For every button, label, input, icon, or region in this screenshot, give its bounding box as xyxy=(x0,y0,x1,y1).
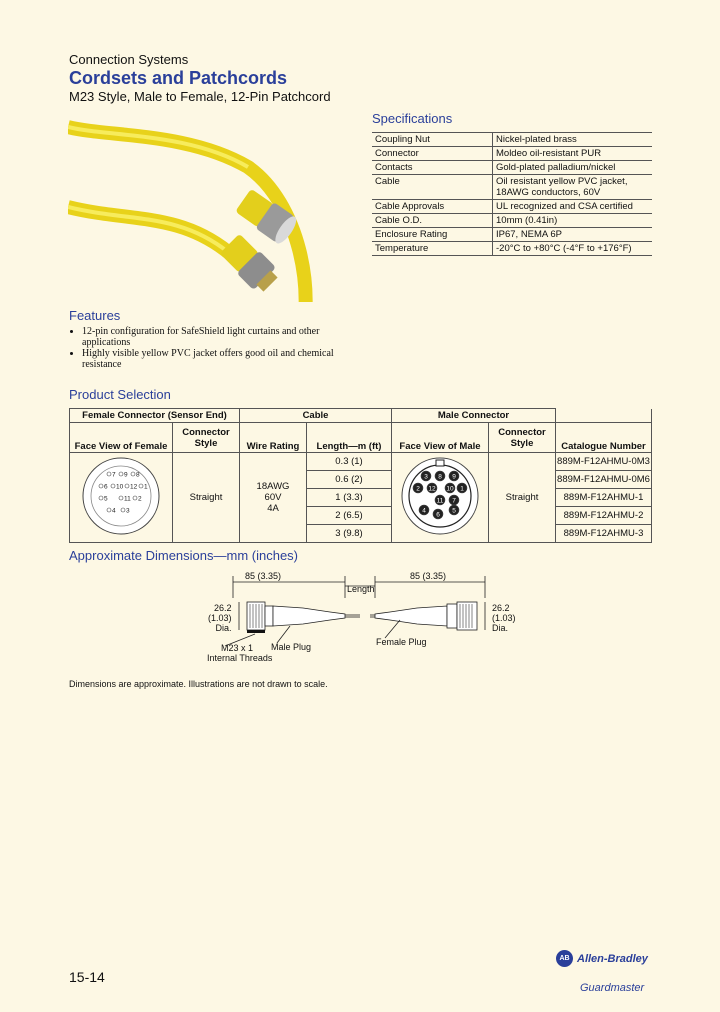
allen-bradley-logo: AB Allen-Bradley xyxy=(556,950,648,967)
patchcord-photo xyxy=(68,112,313,302)
pin xyxy=(121,508,125,512)
spec-value: Nickel-plated brass xyxy=(493,133,653,147)
spec-row xyxy=(372,200,652,214)
male-plug-label: Male Plug xyxy=(271,642,312,652)
group-cable: Cable xyxy=(240,409,392,423)
pin-label: 11 xyxy=(124,495,131,503)
length-value: 3 (9.8) xyxy=(335,528,363,539)
left-diameter: 26.2 (1.03) Dia. xyxy=(208,603,232,633)
col-connector-style: Connector Style xyxy=(173,423,240,453)
spec-value: -20°C to +80°C (-4°F to +176°F) xyxy=(493,242,653,256)
spec-label: Cable Approvals xyxy=(372,200,493,214)
col-face-male: Face View of Male xyxy=(392,423,489,453)
pin xyxy=(119,472,123,476)
ab-badge-icon: AB xyxy=(556,950,573,967)
female-plug-label: Female Plug xyxy=(376,637,427,647)
spec-row xyxy=(372,133,652,147)
catalogue-number: 889M-F12AHMU-1 xyxy=(556,489,651,507)
pin-label: 3 xyxy=(126,507,130,515)
pin-label: 1 xyxy=(460,485,464,493)
spec-label: Cable xyxy=(372,175,493,200)
spec-value: Oil resistant yellow PVC jacket, 18AWG conductors, 60V xyxy=(493,175,653,200)
right-length: 85 (3.35) xyxy=(410,571,447,581)
pin xyxy=(99,496,103,500)
pin-label: 2 xyxy=(416,485,420,493)
catalogue-number: 889M-F12AHMU-2 xyxy=(556,507,651,525)
pin-label: 12 xyxy=(130,483,138,491)
pin-label: 5 xyxy=(104,495,108,503)
dimensions-note: Dimensions are approximate. Illustrations are not drawn to scale. xyxy=(69,679,328,689)
feature-item: • Highly visible yellow PVC jacket offers good oil and chemical resistance xyxy=(82,348,362,370)
catalogue-list xyxy=(556,453,652,543)
spec-row xyxy=(372,161,652,175)
col-catalogue: Catalogue Number xyxy=(556,423,652,453)
spec-value: 10mm (0.41in) xyxy=(493,214,653,228)
pin-label: 11 xyxy=(436,497,444,505)
pin-label: 2 xyxy=(138,495,142,503)
length-value: 0.6 (2) xyxy=(307,471,391,489)
page-subtitle: M23 Style, Male to Female, 12-Pin Patchcord xyxy=(69,89,331,104)
spec-label: Enclosure Rating xyxy=(372,228,493,242)
male-style: Straight xyxy=(489,453,556,543)
catalogue-number: 889M-F12AHMU-0M6 xyxy=(556,471,651,489)
group-female: Female Connector (Sensor End) xyxy=(70,409,240,423)
length-value: 0.3 (1) xyxy=(307,453,391,471)
spec-row xyxy=(372,147,652,161)
spec-value: Gold-plated palladium/nickel xyxy=(493,161,653,175)
feature-item: • 12-pin configuration for SafeShield light curtains and other applications xyxy=(82,326,362,348)
section-label: Connection Systems xyxy=(69,52,189,67)
pin-label: 12 xyxy=(428,485,436,493)
left-length: 85 (3.35) xyxy=(245,571,282,581)
pin xyxy=(107,508,111,512)
spec-row xyxy=(372,175,652,200)
specifications-heading: Specifications xyxy=(372,111,453,126)
thread-label: M23 x 1 Internal Threads xyxy=(207,643,273,663)
guardmaster-logo: Guardmaster xyxy=(580,982,645,994)
spec-row xyxy=(372,214,652,228)
pin xyxy=(133,496,137,500)
pin xyxy=(107,472,111,476)
spec-row xyxy=(372,242,652,256)
length-list xyxy=(307,453,392,543)
spec-value: IP67, NEMA 6P xyxy=(493,228,653,242)
col-wire-rating: Wire Rating xyxy=(240,423,307,453)
pin xyxy=(125,484,129,488)
catalogue-number: 889M-F12AHMU-0M3 xyxy=(556,453,651,471)
pin xyxy=(139,484,143,488)
features-heading: Features xyxy=(69,308,121,323)
page-number: 15-14 xyxy=(69,969,105,985)
pin-label: 8 xyxy=(438,473,442,481)
col-face-female: Face View of Female xyxy=(70,423,173,453)
pin-label: 10 xyxy=(446,485,454,493)
pin-label: 4 xyxy=(422,507,426,515)
spec-label: Coupling Nut xyxy=(372,133,493,147)
male-face-view xyxy=(398,454,482,538)
page-title: Cordsets and Patchcords xyxy=(69,68,288,88)
group-male: Male Connector xyxy=(392,409,556,423)
pin xyxy=(131,472,135,476)
col-length: Length—m (ft) xyxy=(307,423,392,453)
length-value: 1 (3.3) xyxy=(307,489,391,507)
pin-label: 4 xyxy=(112,507,116,515)
length-value: 2 (6.5) xyxy=(307,507,391,525)
right-diameter: 26.2 (1.03) Dia. xyxy=(492,603,516,633)
spec-label: Connector xyxy=(372,147,493,161)
spec-value: Moldeo oil-resistant PUR xyxy=(493,147,653,161)
female-face-cell xyxy=(70,453,173,543)
female-style: Straight xyxy=(173,453,240,543)
pin-label: 9 xyxy=(124,471,128,479)
pin xyxy=(111,484,115,488)
spec-label: Cable O.D. xyxy=(372,214,493,228)
male-face-cell xyxy=(392,453,489,543)
pin-label: 3 xyxy=(424,473,428,481)
pin-label: 7 xyxy=(452,497,456,505)
col-connector-style-male: Connector Style xyxy=(489,423,556,453)
spec-label: Temperature xyxy=(372,242,493,256)
spec-row xyxy=(372,228,652,242)
product-selection-table xyxy=(69,408,652,543)
female-face-view xyxy=(79,454,163,538)
spec-value: UL recognized and CSA certified xyxy=(493,200,653,214)
length-label: Length xyxy=(347,584,375,594)
pin-label: 10 xyxy=(116,483,124,491)
pin-label: 6 xyxy=(104,483,108,491)
pin-label: 8 xyxy=(136,471,140,479)
pin-label: 5 xyxy=(452,507,456,515)
pin xyxy=(99,484,103,488)
catalogue-number: 889M-F12AHMU-3 xyxy=(563,528,644,539)
pin-label: 9 xyxy=(452,473,456,481)
spec-label: Contacts xyxy=(372,161,493,175)
wire-rating: 18AWG 60V 4A xyxy=(240,453,307,543)
product-selection-heading: Product Selection xyxy=(69,387,171,402)
dimensions-heading: Approximate Dimensions—mm (inches) xyxy=(69,548,299,563)
specifications-table xyxy=(372,132,652,256)
pin-label: 1 xyxy=(144,483,148,491)
pin xyxy=(119,496,123,500)
features-list xyxy=(69,326,362,370)
pin-label: 7 xyxy=(112,471,116,479)
pin-label: 6 xyxy=(436,511,440,519)
